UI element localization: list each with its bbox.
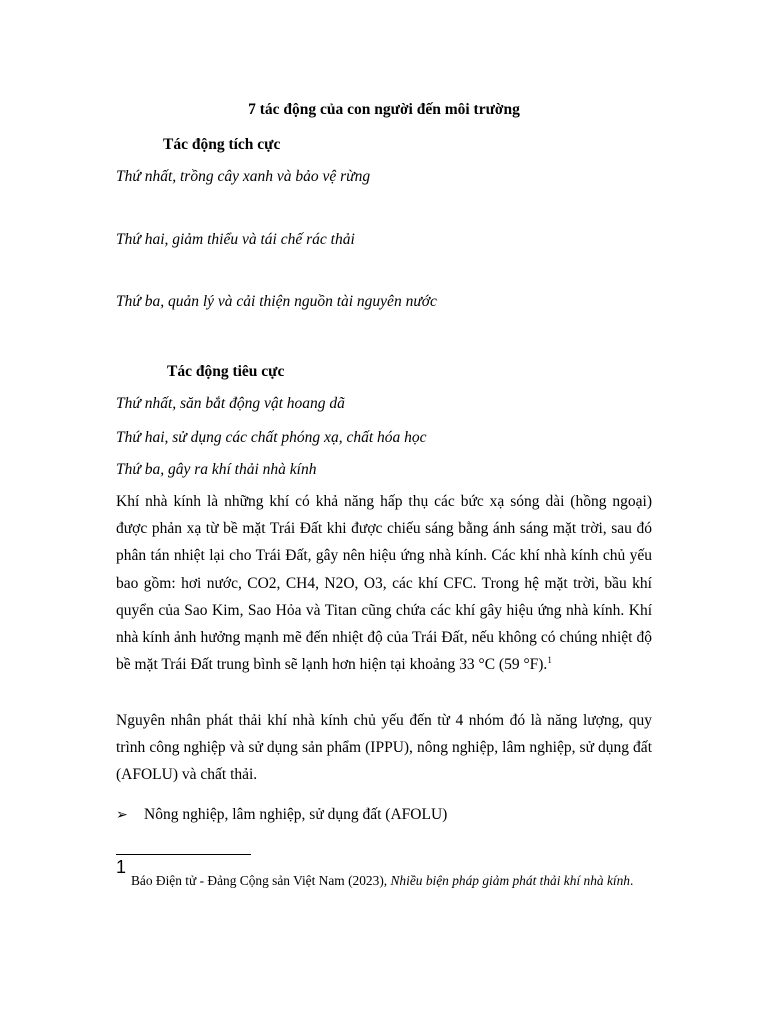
negative-heading: Tác động tiêu cực — [167, 363, 285, 380]
footnote-separator — [116, 854, 251, 855]
greenhouse-gas-paragraph — [116, 488, 652, 678]
footnote-end: . — [630, 873, 634, 888]
footnote-source: Báo Điện tử - Đảng Cộng sản Việt Nam (2023), — [131, 873, 391, 888]
positive-item-3: Thứ ba, quản lý và cải thiện nguồn tài nguyên nước — [116, 293, 437, 310]
positive-item-1: Thứ nhất, trồng cây xanh và bảo vệ rừng — [116, 168, 371, 185]
positive-heading: Tác động tích cực — [163, 136, 281, 153]
bullet-item-text: Nông nghiệp, lâm nghiệp, sử dụng đất (AFOLU) — [144, 806, 448, 823]
arrow-bullet-icon: ➢ — [116, 807, 128, 823]
footnote-article-title: Nhiều biện pháp giảm phát thải khí nhà kính — [390, 873, 631, 888]
footnote-text — [116, 871, 636, 891]
emission-sources-paragraph: Nguyên nhân phát thải khí nhà kính chủ yếu đến từ 4 nhóm đó là năng lượng, quy trình công nghiệp và sử dụng sản phẩm (IPPU), nông nghiệp, lâm nghiệp, sử dụng đất (AFOLU) và chất thải. — [116, 712, 652, 784]
positive-item-2: Thứ hai, giảm thiểu và tái chế rác thải — [116, 231, 355, 248]
greenhouse-gas-paragraph-text: Khí nhà kính là những khí có khả năng hấp thụ các bức xạ sóng dài (hồng ngoại) được phản xạ từ bề mặt Trái Đất khi được chiếu sáng bằng ánh sáng mặt trời, sau đó phân tán nhiệt lại cho Trái Đất, gây nên hiệu ứng nhà kính. Các khí nhà kính chủ yếu bao gồm: hơi nước, CO2, CH4, N2O, O3, các khí CFC. Trong hệ mặt trời, bầu khí quyển của Sao Kim, Sao Hỏa và Titan cũng chứa các khí gây hiệu ứng nhà kính. Khí nhà kính ảnh hưởng mạnh mẽ đến nhiệt độ của Trái Đất, nếu không có chúng nhiệt độ bề mặt Trái Đất trung bình sẽ lạnh hơn hiện tại khoảng 33 °C (59 °F). — [116, 493, 652, 674]
negative-item-2: Thứ hai, sử dụng các chất phóng xạ, chất hóa học — [116, 429, 427, 446]
negative-item-1: Thứ nhất, săn bắt động vật hoang dã — [116, 395, 345, 412]
bullet-item — [116, 806, 447, 824]
negative-item-3: Thứ ba, gây ra khí thải nhà kính — [116, 461, 317, 478]
document-title: 7 tác động của con người đến môi trường — [248, 101, 520, 118]
footnote-reference[interactable]: 1 — [547, 655, 552, 666]
footnote-number: 1 — [116, 857, 127, 877]
